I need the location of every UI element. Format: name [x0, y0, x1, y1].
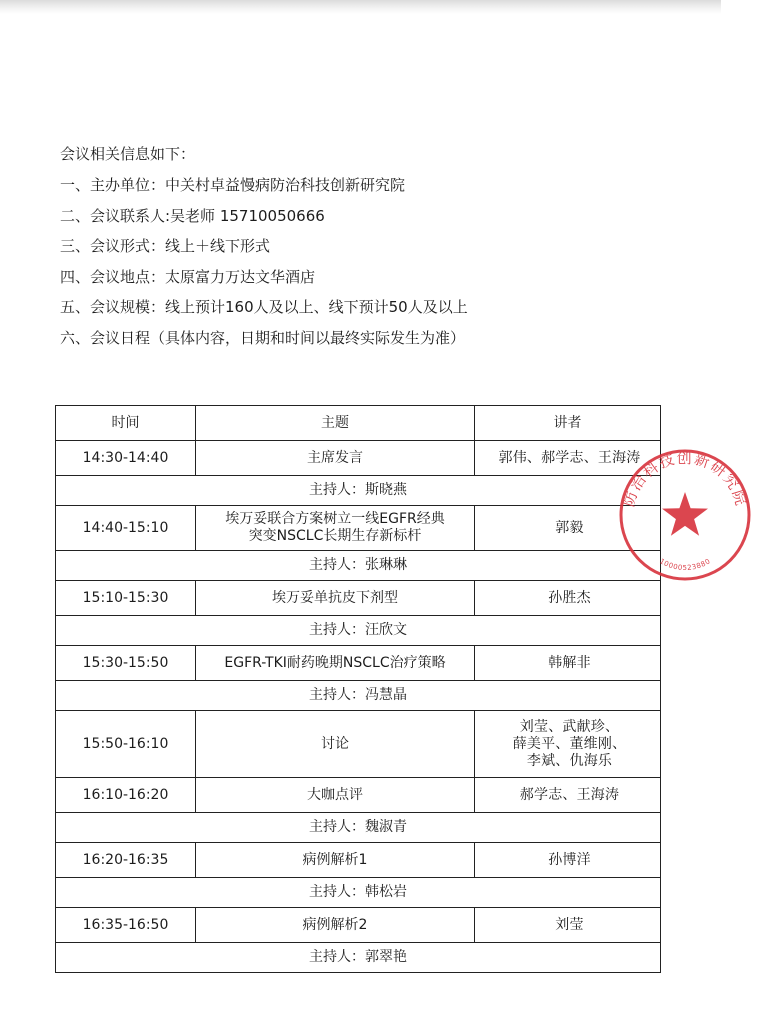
table-row: [56, 581, 661, 616]
host-row: [56, 943, 661, 973]
header-time: 时间: [56, 406, 196, 441]
session-time: 15:30-15:50: [56, 646, 196, 681]
table-row: [56, 843, 661, 878]
session-topic: 大咖点评: [196, 778, 475, 813]
session-topic: EGFR-TKI耐药晚期NSCLC治疗策略: [196, 646, 475, 681]
seal-text: 防治科技创新研究院: [619, 449, 751, 509]
host-row: [56, 878, 661, 908]
host-name: 主持人：魏淑青: [56, 813, 661, 843]
topic-line: 突变NSCLC长期生存新标杆: [248, 528, 422, 544]
session-time: 14:40-15:10: [56, 506, 196, 551]
host-row: [56, 551, 661, 581]
topic-line: 埃万妥联合方案树立一线EGFR经典: [225, 511, 445, 527]
session-time: 15:10-15:30: [56, 581, 196, 616]
table-row: [56, 908, 661, 943]
session-speaker: 孙博洋: [475, 843, 661, 878]
host-name: 主持人：张琳琳: [56, 551, 661, 581]
seal-number: 10000523880: [658, 557, 712, 572]
session-speaker: 郝学志、王海涛: [475, 778, 661, 813]
info-venue: 四、会议地点：太原富力万达文华酒店: [60, 267, 316, 286]
session-topic: 病例解析2: [196, 908, 475, 943]
host-row: [56, 616, 661, 646]
host-name: 主持人：郭翠艳: [56, 943, 661, 973]
session-speaker: [475, 711, 661, 778]
session-speaker: 刘莹: [475, 908, 661, 943]
host-row: [56, 681, 661, 711]
host-row: [56, 476, 661, 506]
host-name: 主持人：斯晓燕: [56, 476, 661, 506]
info-agenda-title: 六、会议日程（具体内容，日期和时间以最终实际发生为准）: [60, 328, 466, 347]
host-row: [56, 813, 661, 843]
host-name: 主持人：韩松岩: [56, 878, 661, 908]
header-speaker: 讲者: [475, 406, 661, 441]
session-time: 15:50-16:10: [56, 711, 196, 778]
table-header-row: [56, 406, 661, 441]
meeting-info: [60, 144, 680, 359]
host-name: 主持人：汪欣文: [56, 616, 661, 646]
star-icon: [662, 492, 708, 536]
session-topic: [196, 506, 475, 551]
table-row: [56, 506, 661, 551]
session-speaker: 韩解非: [475, 646, 661, 681]
info-organizer: 一、主办单位：中关村卓益慢病防治科技创新研究院: [60, 176, 406, 194]
session-topic: 讨论: [196, 711, 475, 778]
table-row: [56, 711, 661, 778]
session-topic: 主席发言: [196, 441, 475, 476]
session-topic: 埃万妥单抗皮下剂型: [196, 581, 475, 616]
speaker-line: 李斌、仇海乐: [526, 752, 613, 769]
session-topic: 病例解析1: [196, 843, 475, 878]
table-row: [56, 441, 661, 476]
scan-edge-shadow: [0, 0, 721, 14]
info-intro: 会议相关信息如下：: [60, 145, 196, 163]
session-speaker: 郭伟、郝学志、王海涛: [475, 441, 661, 476]
header-topic: 主题: [196, 406, 475, 441]
session-speaker: 孙胜杰: [475, 581, 661, 616]
session-speaker: 郭毅: [475, 506, 661, 551]
session-time: 16:10-16:20: [56, 778, 196, 813]
table-row: [56, 778, 661, 813]
session-time: 16:20-16:35: [56, 843, 196, 878]
speaker-line: 薛美平、董维刚、: [512, 735, 627, 752]
speaker-line: 刘莹、武献珍、: [519, 718, 620, 735]
session-time: 14:30-14:40: [56, 441, 196, 476]
info-contact: 二、会议联系人:吴老师 15710050666: [60, 206, 325, 225]
session-time: 16:35-16:50: [56, 908, 196, 943]
info-scale: 五、会议规模：线上预计160人及以上、线下预计50人及以上: [60, 298, 468, 317]
info-format: 三、会议形式：线上＋线下形式: [60, 237, 271, 256]
agenda-table: [55, 405, 661, 973]
host-name: 主持人：冯慧晶: [56, 681, 661, 711]
table-row: [56, 646, 661, 681]
